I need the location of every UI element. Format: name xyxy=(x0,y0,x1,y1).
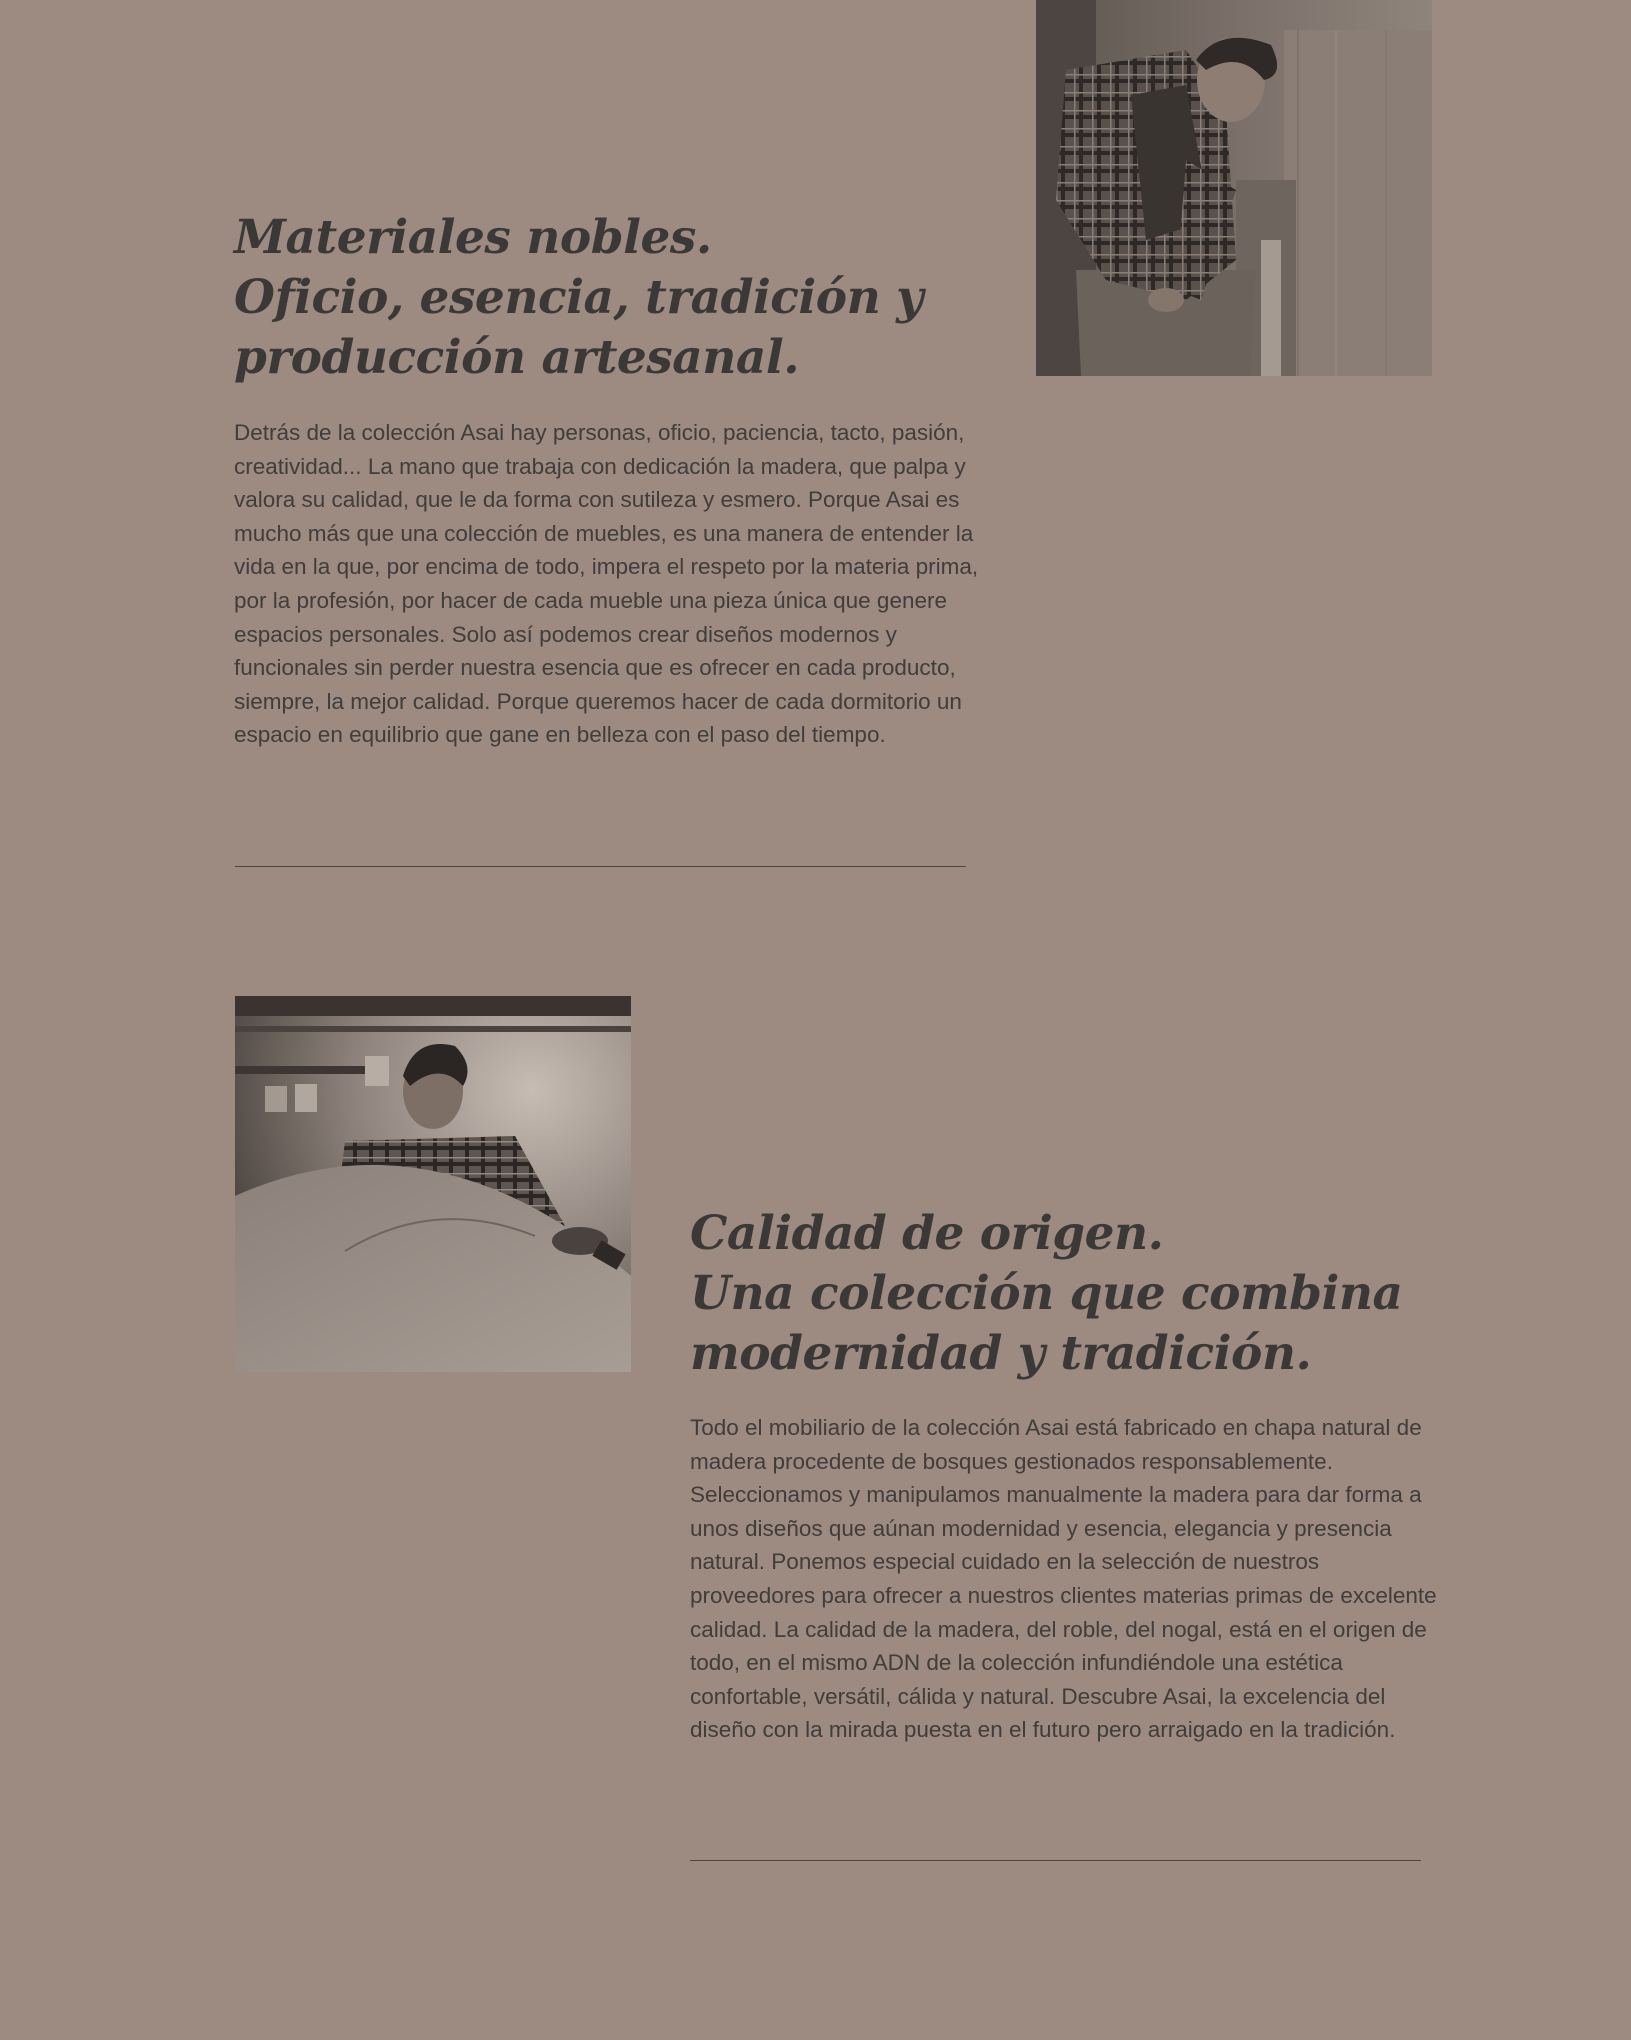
section-2-title-line-1: Calidad de origen. xyxy=(690,1206,1164,1261)
craftsman-sanding-photo-icon xyxy=(235,996,631,1372)
section-2-title xyxy=(690,1204,1403,1384)
section-2-body: Todo el mobiliario de la colección Asai está fabricado en chapa natural de madera procedente de bosques gestionados responsablemente. Seleccionamos y manipulamos manualmente la madera para dar forma a unos diseños que aúnan modernidad y esencia, elegancia y presencia natural. Ponemos especial cuidado en la selección de nuestros proveedores para ofrecer a nuestros clientes materias primas de excelente calidad. La calidad de la madera, del roble, del nogal, está en el origen de todo, en el mismo ADN de la colección infundiéndole una estética confortable, versátil, cálida y natural. Descubre Asai, la excelencia del diseño con la mirada puesta en el futuro pero arraigado en la tradición. xyxy=(690,1415,1437,1743)
section-2-title-line-3: modernidad y tradición. xyxy=(690,1326,1312,1381)
section-1-body: Detrás de la colección Asai hay personas, oficio, paciencia, tacto, pasión, creatividad... La mano que trabaja con dedicación la madera, que palpa y valora su calidad, que le da forma con sutileza y esmero. Porque Asai es mucho más que una colección de muebles, es una manera de entender la vida en la que, por encima de todo, impera el respeto por la materia prima, por la profesión, por hacer de cada mueble una pieza única que genere espacios personales. Solo así podemos crear diseños modernos y funcionales sin perder nuestra esencia que es ofrecer en cada producto, siempre, la mejor calidad. Porque queremos hacer de cada dormitorio un espacio en equilibrio que gane en belleza con el paso del tiempo. xyxy=(234,420,979,748)
section-1-title-line-2: Oficio, esencia, tradición y xyxy=(234,270,923,325)
section-1-title-line-1: Materiales nobles. xyxy=(234,210,712,265)
section-1-divider xyxy=(235,866,966,867)
section-2-divider xyxy=(690,1860,1421,1861)
carpenter-photo-icon xyxy=(1036,0,1432,376)
section-2-title-line-2: Una colección que combina xyxy=(690,1266,1403,1321)
section-1-title-line-3: producción artesanal. xyxy=(234,330,800,385)
section-1-title xyxy=(234,208,923,388)
